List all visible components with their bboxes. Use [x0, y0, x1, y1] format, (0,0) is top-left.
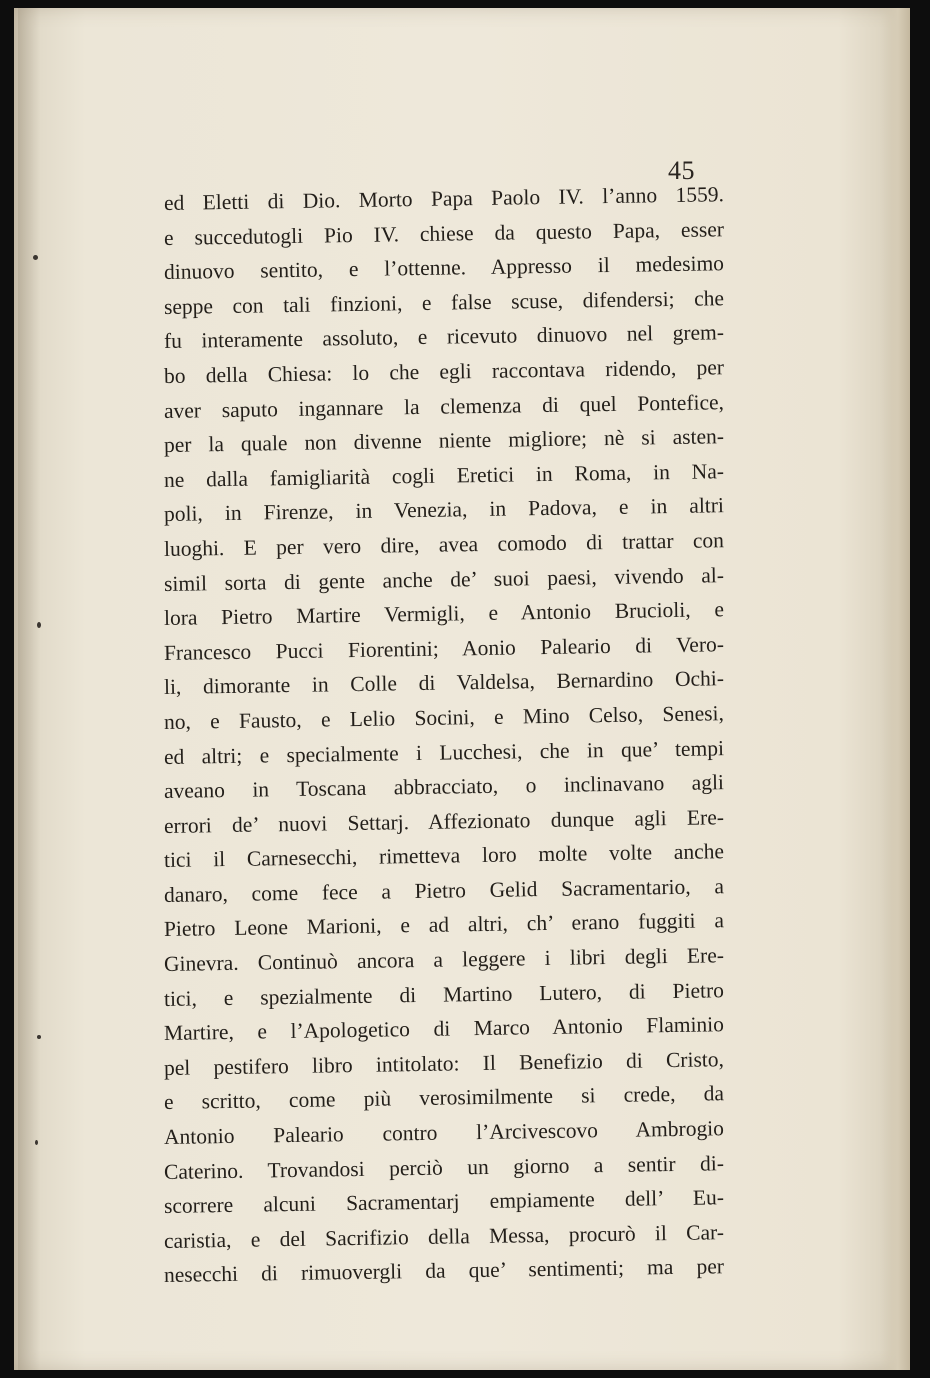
text-line: ed altri; e specialmente i Lucchesi, che in que’ tempi [163, 735, 725, 769]
text-line: ed Eletti di Dio. Morto Papa Paolo IV. l’anno 1559. [163, 182, 725, 215]
text-line: bo della Chiesa: lo che egli raccontava ridendo, per [163, 355, 725, 388]
text-line: tici il Carnesecchi, rimetteva loro molte volte anche [163, 839, 725, 873]
text-line: tici, e spezialmente di Martino Lutero, di Pietro [163, 977, 725, 1011]
text-line: e succedutogli Pio IV. chiese da questo Papa, esser [163, 216, 725, 250]
text-line: caristia, e del Sacrifizio della Messa, procurò il Car- [163, 1220, 725, 1253]
text-line: aveano in Toscana abbracciato, o inclinavano agli [163, 770, 725, 804]
text-line: luoghi. E per vero dire, avea comodo di trattar con [163, 528, 725, 561]
text-line: no, e Fausto, e Lelio Socini, e Mino Celso, Senesi, [163, 701, 725, 734]
ink-speck [33, 255, 38, 260]
text-line: nesecchi di rimuovergli da que’ sentimenti; ma per [163, 1254, 725, 1288]
text-line: li, dimorante in Colle di Valdelsa, Bernardino Ochi- [163, 666, 725, 700]
body-text [163, 182, 725, 1293]
text-line: scorrere alcuni Sacramentarj empiamente dell’ Eu- [163, 1185, 725, 1219]
text-line: poli, in Firenze, in Venezia, in Padova, e in altri [163, 493, 725, 527]
text-line: aver saputo ingannare la clemenza di quel Pontefice, [163, 389, 725, 423]
text-line: errori de’ nuovi Settarj. Affezionato dunque agli Ere- [163, 804, 725, 838]
page-gutter-shadow [18, 8, 40, 1370]
text-line: Francesco Pucci Fiorentini; Aonio Paleario di Vero- [163, 631, 725, 665]
text-line: Caterino. Trovandosi perciò un giorno a sentir di- [163, 1150, 725, 1184]
text-line: fu interamente assoluto, e ricevuto dinuovo nel grem- [163, 320, 725, 354]
ink-speck [37, 1035, 41, 1039]
page-number: 45 [668, 156, 695, 185]
text-line: seppe con tali finzioni, e false scuse, difendersi; che [163, 285, 725, 319]
text-line: lora Pietro Martire Vermigli, e Antonio Brucioli, e [163, 597, 725, 631]
ink-speck [37, 622, 41, 628]
text-line: simil sorta di gente anche de’ suoi paesi, vivendo al- [163, 562, 725, 596]
text-line: ne dalla famigliarità cogli Eretici in Roma, in Na- [163, 458, 725, 492]
text-line: danaro, come fece a Pietro Gelid Sacramentario, a [163, 874, 725, 907]
text-line: Ginevra. Continuò ancora a leggere i libri degli Ere- [163, 943, 725, 977]
ink-speck [35, 1140, 38, 1145]
text-line: Antonio Paleario contro l’Arcivescovo Ambrogio [163, 1116, 725, 1150]
text-line: dinuovo sentito, e l’ottenne. Appresso il medesimo [163, 251, 725, 285]
text-line: per la quale non divenne niente migliore; nè si asten- [163, 424, 725, 458]
text-line: Martire, e l’Apologetico di Marco Antonio Flaminio [163, 1012, 725, 1046]
text-line: e scritto, come più verosimilmente si crede, da [163, 1081, 725, 1115]
text-line: Pietro Leone Marioni, e ad altri, ch’ erano fuggiti a [163, 908, 725, 942]
page-right-edge [880, 8, 910, 1370]
text-line: pel pestifero libro intitolato: Il Benefizio di Cristo, [163, 1047, 725, 1080]
